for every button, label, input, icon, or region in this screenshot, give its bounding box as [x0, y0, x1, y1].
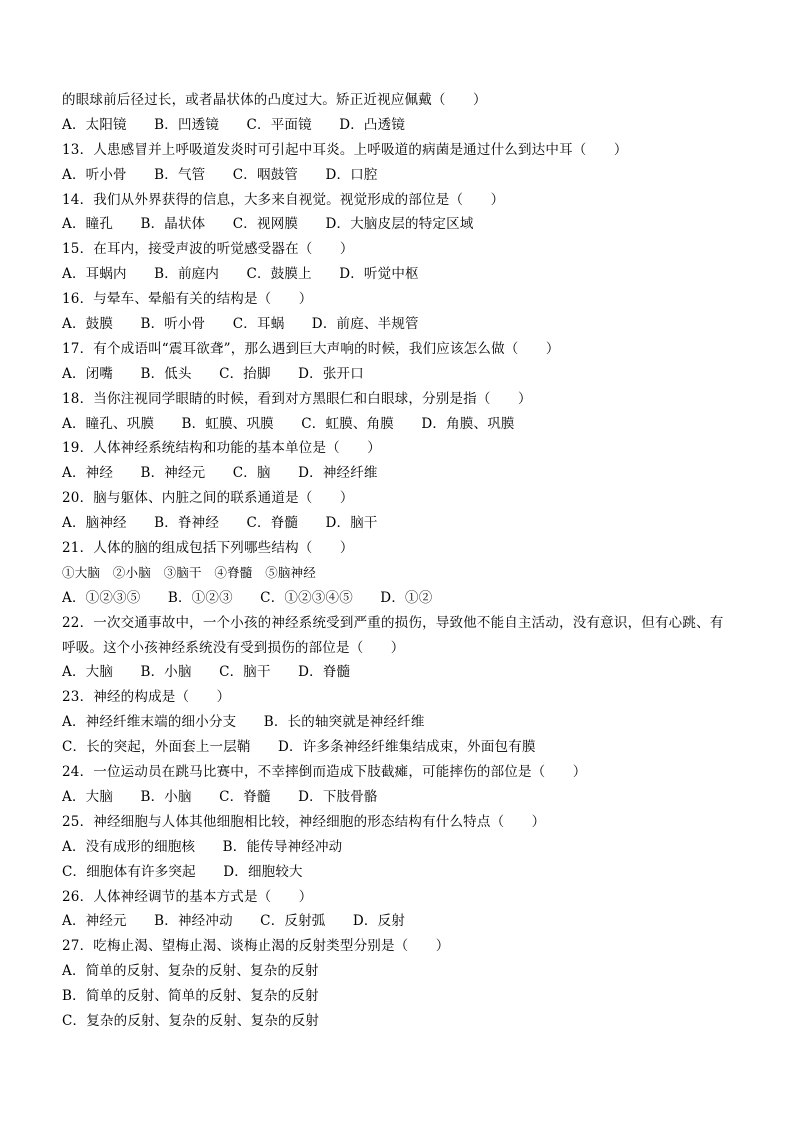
- question-15: 15．在耳内，接受声波的听觉感受器在（ ）: [62, 241, 354, 258]
- answer-options: A．听小骨 B．气管 C．咽鼓管 D．口腔: [62, 166, 378, 183]
- answer-options: C．长的突起，外面套上一层鞘 D．许多条神经纤维集结成束，外面包有膜: [62, 739, 536, 756]
- question-25: 25．神经细胞与人体其他细胞相比较，神经细胞的形态结构有什么特点（ ）: [62, 813, 546, 830]
- question-18: 18．当你注视同学眼睛的时候，看到对方黑眼仁和白眼球，分别是指（ ）: [62, 390, 532, 407]
- question-16: 16．与晕车、晕船有关的结构是（ ）: [62, 291, 313, 308]
- answer-options: A．大脑 B．小脑 C．脊髓 D．下肢骨骼: [62, 788, 378, 805]
- question-13: 13．人患感冒并上呼吸道发炎时可引起中耳炎。上呼吸道的病菌是通过什么到达中耳（ ）: [62, 141, 628, 158]
- answer-options: A．耳蜗内 B．前庭内 C．鼓膜上 D．听觉中枢: [62, 266, 419, 283]
- question-19: 19．人体神经系统结构和功能的基本单位是（ ）: [62, 440, 381, 457]
- answer-options: C．细胞体有许多突起 D．细胞较大: [62, 863, 303, 880]
- structure-list: ①大脑 ②小脑 ③脑干 ④脊髓 ⑤脑神经: [62, 564, 317, 580]
- question-17: 17．有个成语叫“震耳欲聋”，那么遇到巨大声响的时候，我们应该怎么做（ ）: [62, 340, 560, 357]
- answer-options: A．瞳孔、巩膜 B．虹膜、巩膜 C．虹膜、角膜 D．角膜、巩膜: [62, 415, 515, 432]
- answer-options: A．神经元 B．神经冲动 C．反射弧 D．反射: [62, 913, 406, 930]
- question-20: 20．脑与躯体、内脏之间的联系通道是（ ）: [62, 490, 354, 507]
- answer-options: A．神经 B．神经元 C．脑 D．神经纤维: [62, 465, 378, 482]
- answer-options: A．大脑 B．小脑 C．脑干 D．脊髓: [62, 664, 351, 681]
- answer-options: A．闭嘴 B．低头 C．抬脚 D．张开口: [62, 365, 364, 382]
- answer-options: A．脑神经 B．脊神经 C．脊髓 D．脑干: [62, 515, 378, 532]
- question-23: 23．神经的构成是（ ）: [62, 689, 231, 706]
- answer-options: A．鼓膜 B．听小骨 C．耳蜗 D．前庭、半规管: [62, 316, 419, 333]
- question-22-continued: 呼吸。这个小孩神经系统没有受到损伤的部位是（ ）: [62, 639, 405, 656]
- answer-options: A．太阳镜 B．凹透镜 C．平面镜 D．凸透镜: [62, 116, 406, 133]
- question-21: 21．人体的脑的组成包括下列哪些结构（ ）: [62, 540, 354, 557]
- question-26: 26．人体神经调节的基本方式是（ ）: [62, 888, 313, 905]
- question-14: 14．我们从外界获得的信息，大多来自视觉。视觉形成的部位是（ ）: [62, 191, 505, 208]
- text-line: 的眼球前后径过长，或者晶状体的凸度过大。矫正近视应佩戴（ ）: [62, 92, 487, 108]
- answer-options: A．瞳孔 B．晶状体 C．视网膜 D．大脑皮层的特定区域: [62, 216, 474, 233]
- question-24: 24．一位运动员在跳马比赛中，不幸摔倒而造成下肢截瘫，可能摔伤的部位是（ ）: [62, 764, 587, 781]
- document-page: [62, 88, 742, 1034]
- answer-option-b: B．简单的反射、简单的反射、复杂的反射: [62, 988, 319, 1005]
- answer-options: A．神经纤维末端的细小分支 B．长的轴突就是神经纤维: [62, 714, 425, 731]
- answer-options: A．①②③⑤ B．①②③ C．①②③④⑤ D．①②: [62, 589, 433, 606]
- answer-options: A．没有成形的细胞核 B．能传导神经冲动: [62, 838, 343, 855]
- answer-option-c: C．复杂的反射、复杂的反射、复杂的反射: [62, 1012, 320, 1029]
- question-22: 22．一次交通事故中，一个小孩的神经系统受到严重的损伤，导致他不能自主活动，没有意识，但有心跳、有: [62, 614, 724, 631]
- answer-option-a: A．简单的反射、复杂的反射、复杂的反射: [62, 963, 319, 980]
- question-27: 27．吃梅止渴、望梅止渴、谈梅止渴的反射类型分别是（ ）: [62, 938, 450, 955]
